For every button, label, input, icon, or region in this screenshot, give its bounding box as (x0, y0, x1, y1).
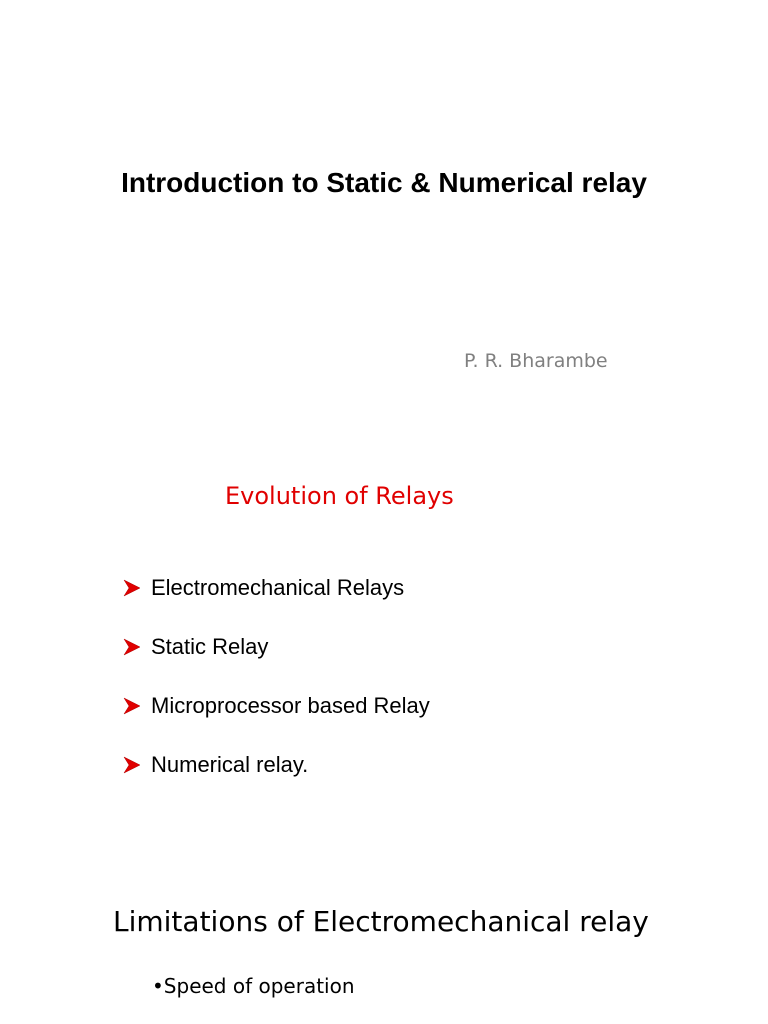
limitation-item (152, 972, 355, 1000)
limitation-item-label: Speed of operation (163, 974, 355, 998)
list-item-label: Static Relay (151, 634, 269, 659)
arrow-bullet-icon (122, 696, 142, 716)
list-item-label: Numerical relay. (151, 752, 309, 777)
list-item (122, 632, 430, 662)
arrow-bullet-icon (122, 755, 142, 775)
slide-title: Introduction to Static & Numerical relay (121, 167, 647, 198)
evolution-list (122, 573, 430, 809)
author-name: P. R. Bharambe (464, 350, 608, 372)
arrow-bullet-icon (122, 637, 142, 657)
evolution-heading: Evolution of Relays (225, 482, 454, 510)
list-item (122, 691, 430, 721)
arrow-bullet-icon (122, 578, 142, 598)
list-item-label: Microprocessor based Relay (151, 693, 430, 718)
list-item (122, 750, 430, 780)
list-item-label: Electromechanical Relays (151, 575, 405, 600)
limitations-heading: Limitations of Electromechanical relay (113, 905, 649, 938)
bullet-dot: • (152, 974, 164, 998)
list-item (122, 573, 430, 603)
